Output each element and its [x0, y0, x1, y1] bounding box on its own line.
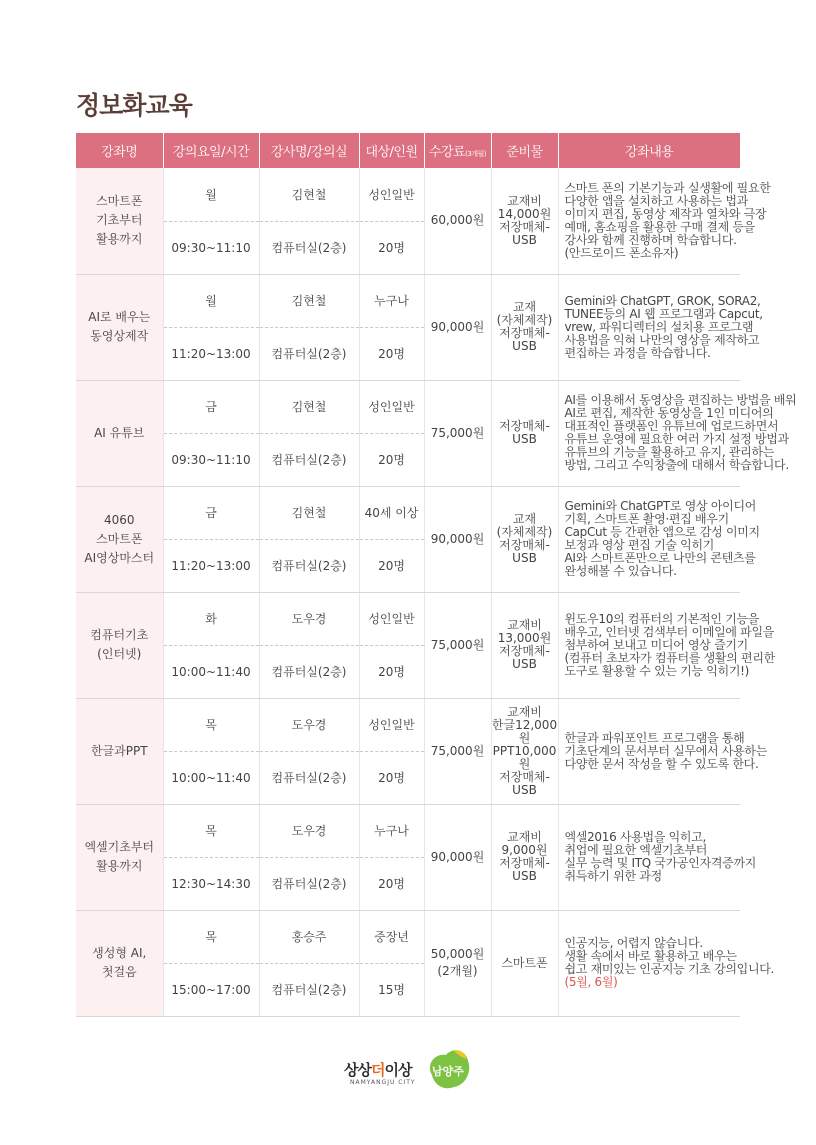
- course-fee-line: 60,000원: [430, 213, 485, 228]
- table-header-row: [76, 133, 740, 168]
- course-name: [76, 380, 163, 486]
- course-day: 목: [163, 910, 259, 963]
- course-target: 중장년: [359, 910, 424, 963]
- header-schedule: 강의요일/시간: [163, 133, 259, 168]
- course-description-line: 다양한 앱을 설치하고 사용하는 법과: [564, 193, 748, 208]
- course-prep-line: 13,000원: [497, 631, 552, 645]
- course-capacity: 20명: [359, 539, 424, 592]
- course-fee-line: 90,000원: [430, 319, 485, 334]
- course-fee: [424, 910, 491, 1016]
- course-name-line: 첫걸음: [101, 965, 137, 979]
- course-description-line: 도구로 활용할 수 있는 기능 익히기!): [564, 663, 750, 678]
- course-name-line: 스마트폰: [96, 531, 143, 546]
- course-time: 09:30~11:10: [163, 221, 259, 274]
- course-description: [558, 380, 797, 486]
- course-fee-line: 90,000원: [430, 849, 485, 864]
- course-prep-line: 저장매체-USB: [499, 538, 550, 565]
- course-description-line: 방법, 그리고 수익창출에 대해서 학습합니다.: [564, 458, 789, 472]
- course-room: 컴퓨터실(2층): [259, 433, 359, 486]
- course-time: 10:00~11:40: [163, 751, 259, 804]
- course-target: 누구나: [359, 274, 424, 327]
- course-time: 11:20~13:00: [163, 327, 259, 380]
- table-row: [76, 274, 740, 327]
- course-instructor: 김현철: [259, 274, 359, 327]
- course-prep: [491, 380, 558, 486]
- course-description-line: TUNEE등의 AI 웹 프로그램과 Capcut,: [564, 306, 763, 321]
- course-description-line: 취업에 필요한 엑셀기초부터: [564, 843, 708, 857]
- course-target: 성인일반: [359, 380, 424, 433]
- course-capacity: 20명: [359, 433, 424, 486]
- course-target: 성인일반: [359, 168, 424, 221]
- course-description-line: 첨부하여 보내고 미디어 영상 즐기기: [564, 637, 748, 652]
- header-instructor: 강사명/강의실: [259, 133, 359, 168]
- course-day: 목: [163, 804, 259, 857]
- city-name-en: NAMYANGJU CITY: [350, 1079, 416, 1086]
- course-room: 컴퓨터실(2층): [259, 221, 359, 274]
- course-prep-line: 저장매체-USB: [499, 644, 550, 671]
- course-description-line: 대표적인 플랫폼인 유튜브에 업로드하면서: [564, 419, 779, 433]
- course-description-line: 유튜브 운영에 필요한 여러 가지 설정 방법과: [564, 432, 789, 446]
- course-day: 금: [163, 486, 259, 539]
- course-instructor: 도우경: [259, 592, 359, 645]
- course-prep-line: 저장매체-USB: [499, 219, 550, 247]
- course-description-line: 인공지능, 어렵지 않습니다.: [564, 936, 703, 950]
- course-description-line: 스마트 폰의 기본기능과 실생활에 필요한: [564, 180, 771, 195]
- course-prep: [491, 804, 558, 910]
- course-description-line: 취득하기 위한 과정: [564, 869, 662, 883]
- course-fee-line: 50,000원: [430, 947, 485, 961]
- page-title: 정보화교육: [76, 91, 192, 120]
- course-description-line: AI로 편집, 제작한 동영상을 1인 미디어의: [564, 406, 774, 420]
- course-prep-line: 한글12,000원: [491, 717, 558, 745]
- table-row: [76, 486, 740, 539]
- course-prep-line: 교재: [512, 512, 537, 526]
- course-fee-line: 90,000원: [430, 531, 485, 546]
- course-description-line: 사용법을 익혀 나만의 영상을 제작하고: [564, 332, 760, 347]
- course-capacity: 20명: [359, 327, 424, 380]
- course-description: [558, 804, 757, 910]
- course-capacity: 20명: [359, 645, 424, 698]
- course-description-line: 유튜브의 기능을 활용하고 유지, 관리하는: [564, 445, 775, 459]
- course-name: [76, 698, 163, 804]
- course-capacity: 20명: [359, 221, 424, 274]
- course-name-line: 4060: [103, 512, 135, 527]
- header-content: 강좌내용: [558, 133, 740, 168]
- course-instructor: 도우경: [259, 804, 359, 857]
- course-fee: [424, 698, 491, 804]
- course-description-line: 다양한 문서 작성을 할 수 있도록 한다.: [564, 756, 759, 771]
- course-capacity: 20명: [359, 857, 424, 910]
- table-row: [76, 698, 740, 751]
- course-fee: [424, 168, 491, 274]
- course-name-line: 동영상제작: [90, 329, 149, 343]
- course-prep-line: 교재비: [507, 618, 542, 632]
- course-prep: [491, 274, 558, 380]
- course-instructor: 도우경: [259, 698, 359, 751]
- course-description-line: Gemini와 ChatGPT로 영상 아이디어: [564, 499, 757, 513]
- course-fee-line: (2개월): [437, 964, 478, 978]
- course-day: 화: [163, 592, 259, 645]
- course-prep-line: 교재: [512, 300, 537, 314]
- course-day: 월: [163, 168, 259, 221]
- course-name: [76, 910, 163, 1016]
- course-name-line: AI 유튜브: [94, 425, 145, 440]
- course-description-line: 엑셀2016 사용법을 익히고,: [564, 830, 707, 844]
- course-time: 15:00~17:00: [163, 963, 259, 1016]
- table-row: [76, 804, 740, 857]
- header-prep: 준비물: [491, 133, 558, 168]
- course-description: [558, 698, 768, 804]
- course-description-line: 편집하는 과정을 학습합니다.: [564, 345, 711, 360]
- header-fee: [424, 133, 491, 168]
- course-room: 컴퓨터실(2층): [259, 963, 359, 1016]
- course-prep-line: 14,000원: [497, 206, 552, 221]
- course-fee-line: 75,000원: [430, 743, 485, 758]
- course-description-line: 윈도우10의 컴퓨터의 기본적인 기능을: [564, 611, 760, 626]
- course-room: 컴퓨터실(2층): [259, 645, 359, 698]
- course-prep: [491, 486, 558, 592]
- course-fee: [424, 804, 491, 910]
- header-name: 강좌명: [76, 133, 163, 168]
- course-description-line: 이미지 편집, 동영상 제작과 열차와 극장: [564, 206, 767, 221]
- header-target: 대상/인원: [359, 133, 424, 168]
- course-name-line: 컴퓨터기초: [90, 628, 149, 642]
- course-name-line: AI영상마스터: [84, 550, 155, 565]
- course-prep-line: 9,000원: [501, 843, 548, 857]
- course-name-line: (인터넷): [97, 647, 142, 661]
- course-description: [558, 910, 775, 1016]
- course-time: 10:00~11:40: [163, 645, 259, 698]
- course-prep: [491, 698, 558, 804]
- course-description-line: Gemini와 ChatGPT, GROK, SORA2,: [564, 293, 761, 308]
- city-logo: [344, 1045, 474, 1100]
- course-time: 12:30~14:30: [163, 857, 259, 910]
- table-row: [76, 592, 740, 645]
- course-day: 목: [163, 698, 259, 751]
- course-description-line: 완성해볼 수 있습니다.: [564, 564, 677, 578]
- course-description-line: 생활 속에서 바로 활용하고 배우는: [564, 949, 737, 963]
- course-target: 누구나: [359, 804, 424, 857]
- course-description-line: 한글과 파워포인트 프로그램을 통해: [564, 730, 745, 745]
- course-description-line: 쉽고 재미있는 인공지능 기초 강의입니다.: [564, 962, 775, 976]
- course-prep-line: 저장매체-USB: [499, 856, 550, 883]
- course-table: [76, 133, 797, 1017]
- course-instructor: 김현철: [259, 380, 359, 433]
- course-prep-line: 저장매체-USB: [499, 769, 550, 797]
- course-prep-line: 교재비: [507, 830, 542, 844]
- course-capacity: 15명: [359, 963, 424, 1016]
- badge-text: 남양주: [432, 1065, 464, 1078]
- course-description: [558, 274, 763, 380]
- table-row: [76, 168, 740, 221]
- course-fee-line: 75,000원: [430, 637, 485, 652]
- course-instructor: 김현철: [259, 486, 359, 539]
- course-fee: [424, 274, 491, 380]
- course-fee: [424, 380, 491, 486]
- course-table-body: [76, 168, 797, 1016]
- course-day: 금: [163, 380, 259, 433]
- course-prep-line: 교재비: [507, 704, 542, 719]
- course-prep-line: 교재비: [507, 193, 542, 208]
- course-room: 컴퓨터실(2층): [259, 539, 359, 592]
- course-description-line: vrew, 파워디렉터의 설치용 프로그램: [564, 319, 754, 334]
- course-room: 컴퓨터실(2층): [259, 751, 359, 804]
- course-name-line: 스마트폰: [96, 194, 143, 209]
- table-row: [76, 910, 740, 963]
- course-description-line: 보정과 영상 편집 기술 익히기: [564, 538, 715, 552]
- course-description-line: CapCut 등 간편한 앱으로 감성 이미지: [564, 525, 760, 539]
- course-description-line: (컴퓨터 초보자가 컴퓨터를 생활의 편리한: [564, 650, 775, 665]
- course-target: 40세 이상: [359, 486, 424, 539]
- course-name: [76, 168, 163, 274]
- course-room: 컴퓨터실(2층): [259, 857, 359, 910]
- table-row: [76, 380, 740, 433]
- header-fee-label: 수강료: [428, 145, 466, 160]
- city-slogan: 상상더이상: [344, 1061, 412, 1079]
- course-name: [76, 274, 163, 380]
- course-description-note: (5월, 6월): [564, 975, 618, 989]
- course-description: [558, 168, 771, 274]
- course-prep-line: 저장매체-USB: [499, 326, 550, 353]
- course-description-line: AI와 스마트폰만으로 나만의 콘텐츠를: [564, 551, 756, 565]
- course-instructor: 김현철: [259, 168, 359, 221]
- course-description: [558, 486, 760, 592]
- course-prep-line: (자체제작): [496, 313, 553, 327]
- course-prep-line: (자체제작): [496, 525, 553, 539]
- course-name-line: 엑셀기초부터: [84, 840, 155, 854]
- course-target: 성인일반: [359, 698, 424, 751]
- course-description-line: 기획, 스마트폰 촬영·편집 배우기: [564, 512, 729, 526]
- course-description: [558, 592, 775, 698]
- course-prep-line: 저장매체-USB: [499, 419, 550, 446]
- course-description-line: 예매, 홈쇼핑을 활용한 구매 결제 등을: [564, 219, 755, 234]
- course-name: [76, 804, 163, 910]
- namyangju-badge-icon: [424, 1045, 472, 1093]
- course-day: 월: [163, 274, 259, 327]
- course-description-line: 강사와 함께 진행하며 학습합니다.: [564, 232, 737, 247]
- course-target: 성인일반: [359, 592, 424, 645]
- header-fee-note: (3개월): [465, 150, 487, 158]
- course-description-line: 기초단계의 문서부터 실무에서 사용하는: [564, 743, 768, 758]
- course-name: [76, 486, 163, 592]
- course-time: 09:30~11:10: [163, 433, 259, 486]
- course-instructor: 홍승주: [259, 910, 359, 963]
- course-name: [76, 592, 163, 698]
- course-description-line: 배우고, 인터넷 검색부터 이메일에 파일을: [564, 624, 775, 639]
- course-fee-line: 75,000원: [430, 425, 485, 440]
- course-room: 컴퓨터실(2층): [259, 327, 359, 380]
- course-prep: [491, 168, 558, 274]
- course-fee: [424, 486, 491, 592]
- course-prep: [491, 910, 558, 1016]
- course-prep-line: 스마트폰: [501, 955, 548, 970]
- course-capacity: 20명: [359, 751, 424, 804]
- course-name-line: 기초부터: [96, 213, 143, 228]
- course-fee: [424, 592, 491, 698]
- course-description-line: AI를 이용해서 동영상을 편집하는 방법을 배워: [564, 393, 797, 407]
- course-description-line: 실무 능력 및 ITQ 국가공인자격증까지: [564, 856, 757, 870]
- course-name-line: 생성형 AI,: [92, 946, 147, 960]
- course-time: 11:20~13:00: [163, 539, 259, 592]
- course-name-line: AI로 배우는: [88, 310, 151, 324]
- course-description-line: (안드로이드 폰소유자): [564, 245, 679, 260]
- course-prep-line: PPT10,000원: [492, 743, 557, 771]
- course-name-line: 활용까지: [96, 859, 143, 873]
- course-name-line: 한글과PPT: [90, 743, 148, 758]
- course-prep: [491, 592, 558, 698]
- course-name-line: 활용까지: [96, 232, 143, 247]
